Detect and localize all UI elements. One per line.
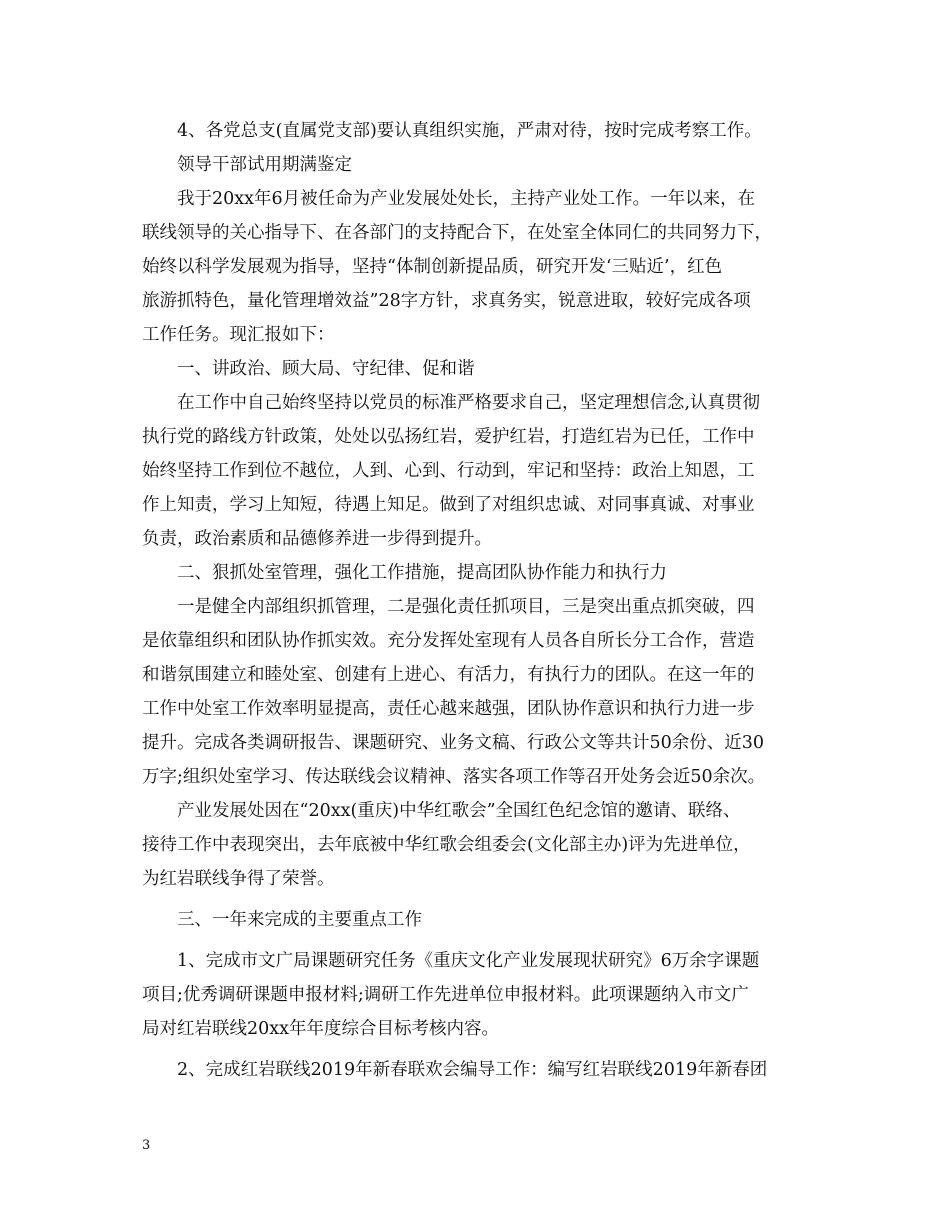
paragraph-line: 一是健全内部组织抓管理，二是强化责任抓项目，三是突出重点抓突破，四 bbox=[177, 597, 755, 617]
paragraph-line: 为红岩联线争得了荣誉。 bbox=[142, 869, 335, 889]
paragraph-line: 万字;组织处室学习、传达联线会议精神、落实各项工作等召开处务会近50余次。 bbox=[142, 767, 766, 787]
paragraph-line: 提升。完成各类调研报告、课题研究、业务文稿、行政公文等共计50余份、近30 bbox=[142, 733, 765, 753]
paragraph-line: 工作中处室工作效率明显提高，责任心越来越强，团队协作意识和执行力进一步 bbox=[142, 699, 755, 719]
paragraph-line: 始终以科学发展观为指导，坚持“体制创新提品质，研究开发‘三贴近’，红色 bbox=[142, 257, 723, 277]
paragraph-line: 工作任务。现汇报如下： bbox=[142, 325, 335, 345]
section-title: 领导干部试用期满鉴定 bbox=[177, 155, 352, 175]
paragraph-line: 是依靠组织和团队协作抓实效。充分发挥处室现有人员各自所长分工合作，营造 bbox=[142, 631, 755, 651]
paragraph-line: 负责，政治素质和品德修养进一步得到提升。 bbox=[142, 529, 492, 549]
paragraph-spacing bbox=[142, 1046, 822, 1053]
paragraph-line: 始终坚持工作到位不越位，人到、心到、行动到，牢记和坚持：政治上知恩，工 bbox=[142, 461, 755, 481]
page-number: 3 bbox=[142, 1138, 151, 1153]
paragraph-line: 局对红岩联线20xx年年度综合目标考核内容。 bbox=[142, 1019, 500, 1039]
paragraph-line: 执行党的路线方针政策，处处以弘扬红岩，爱护红岩，打造红岩为已任，工作中 bbox=[142, 427, 755, 447]
document-body bbox=[142, 114, 822, 1087]
paragraph-line: 我于20xx年6月被任命为产业发展处处长，主持产业处工作。一年以来，在 bbox=[177, 189, 756, 209]
section-heading: 一、讲政治、顾大局、守纪律、促和谐 bbox=[177, 359, 475, 379]
paragraph-spacing bbox=[142, 937, 822, 944]
paragraph-line: 接待工作中表现突出，去年底被中华红歌会组委会(文化部主办)评为先进单位， bbox=[142, 835, 751, 855]
section-heading: 二、狠抓处室管理，强化工作措施，提高团队协作能力和执行力 bbox=[177, 563, 667, 583]
paragraph-line: 4、各党总支(直属党支部)要认真组织实施，严肃对待，按时完成考察工作。 bbox=[177, 121, 762, 141]
paragraph-line: 联线领导的关心指导下、在各部门的支持配合下，在处室全体同仁的共同努力下， bbox=[142, 223, 772, 243]
paragraph-line: 作上知责，学习上知短，待遇上知足。做到了对组织忠诚、对同事真诚、对事业 bbox=[142, 495, 755, 515]
paragraph-line: 旅游抓特色，量化管理增效益”28字方针，求真务实，锐意进取，较好完成各项 bbox=[142, 291, 751, 311]
paragraph-line: 和谐氛围建立和睦处室、创建有上进心、有活力，有执行力的团队。在这一年的 bbox=[142, 665, 755, 685]
paragraph-line: 产业发展处因在“20xx(重庆)中华红歌会”全国红色纪念馆的邀请、联络、 bbox=[177, 801, 741, 821]
paragraph-spacing bbox=[142, 896, 822, 903]
paragraph-line: 项目;优秀调研课题申报材料;调研工作先进单位申报材料。此项课题纳入市文广 bbox=[142, 985, 749, 1005]
section-heading: 三、一年来完成的主要重点工作 bbox=[177, 910, 422, 930]
paragraph-line: 2、完成红岩联线2019年新春联欢会编导工作：编写红岩联线2019年新春团 bbox=[177, 1060, 768, 1080]
paragraph-line: 1、完成市文广局课题研究任务《重庆文化产业发展现状研究》6万余字课题 bbox=[177, 951, 760, 971]
paragraph-line: 在工作中自己始终坚持以党员的标准严格要求自己，坚定理想信念,认真贯彻 bbox=[177, 393, 761, 413]
